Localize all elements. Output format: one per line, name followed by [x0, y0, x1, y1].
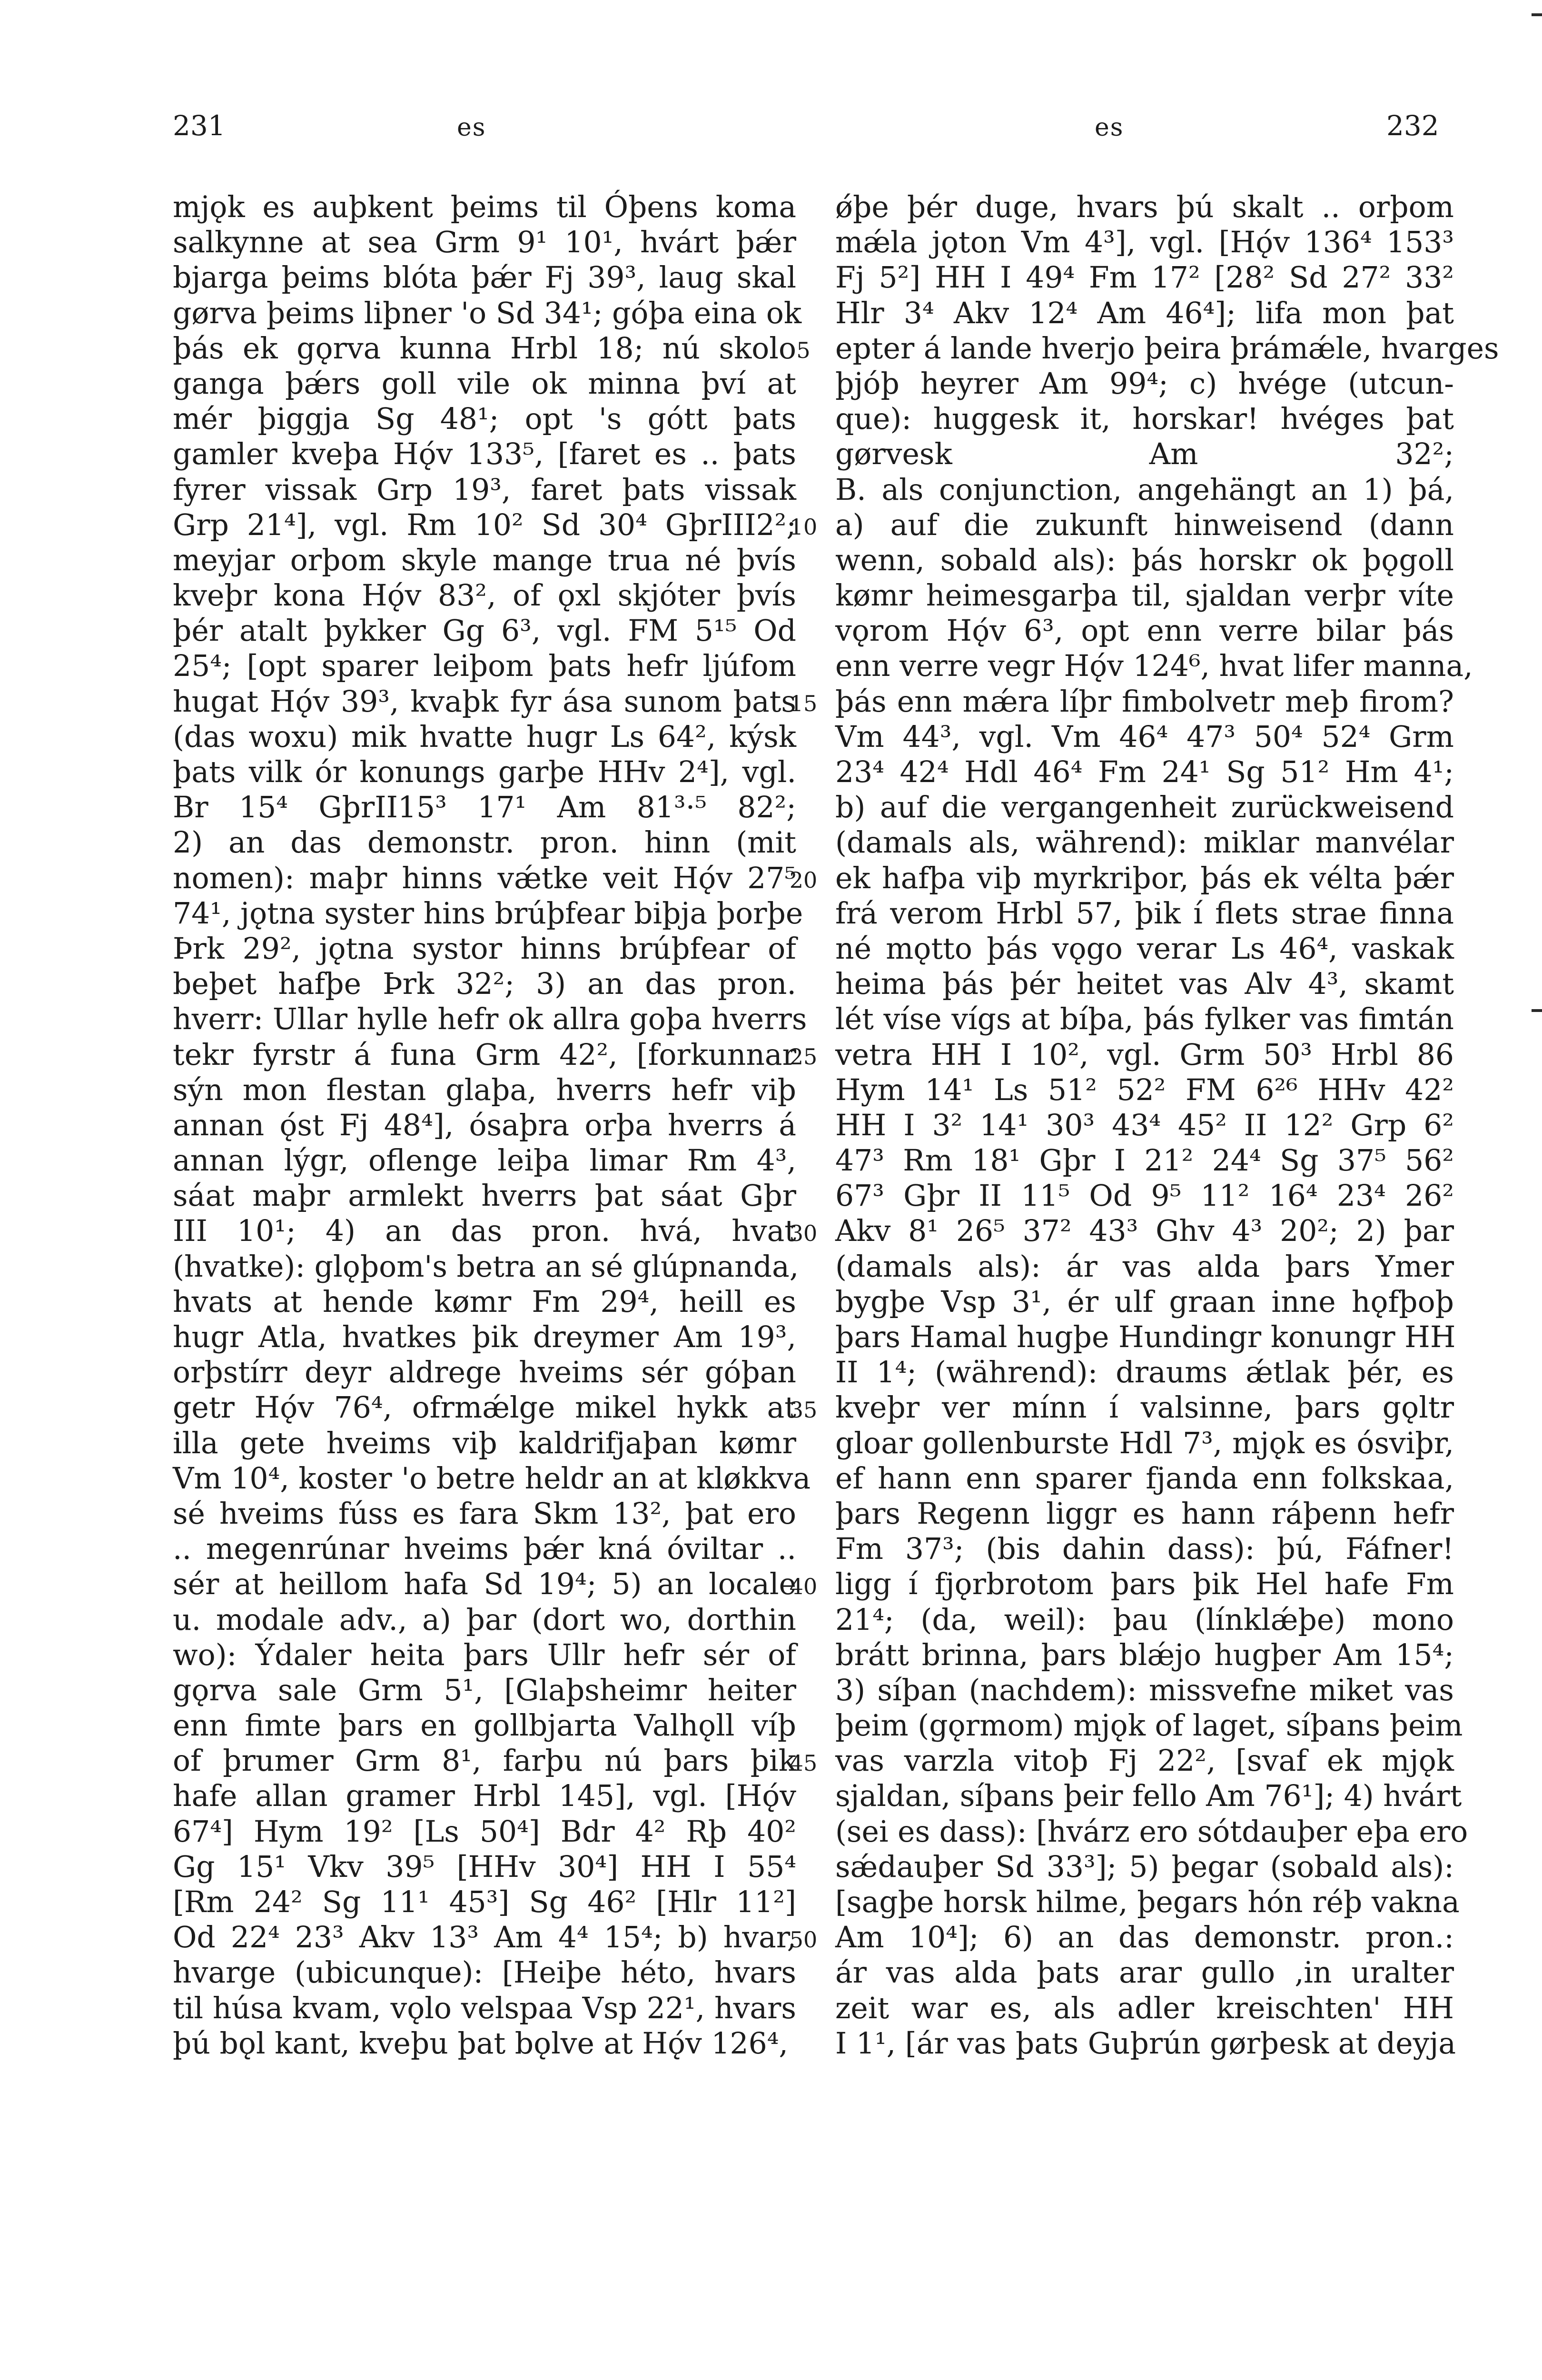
line-number: 45: [789, 1750, 818, 1776]
text-line: nomen): maþr hinns vǽtke veit Hǫ́v 27⁵: [173, 861, 796, 895]
text-line: meyjar orþom skyle mange trua né þvís: [173, 543, 796, 577]
text-line: gloar gollenburste Hdl 7³, mjǫk es ósviþr,: [835, 1426, 1454, 1460]
line-number: 50: [789, 1926, 818, 1953]
line-number: 15: [789, 690, 818, 716]
right-head-word: es: [1095, 113, 1124, 142]
text-line: sér at heillom hafa Sd 19⁴; 5) an locale: [173, 1567, 796, 1602]
text-line: bjarga þeims blóta þǽr Fj 39³, laug skal: [173, 260, 796, 295]
text-line: epter á lande hverjo þeira þrámǽle, hvarges: [835, 331, 1499, 366]
text-line: þars Regenn liggr es hann ráþenn hefr: [835, 1496, 1454, 1531]
edge-mark: [1532, 1009, 1542, 1012]
text-line: né mǫtto þás vǫgo verar Ls 46⁴, vaskak: [835, 931, 1454, 966]
text-line: wo): Ýdaler heita þars Ullr hefr sér of: [173, 1637, 796, 1672]
text-line: mér þiggja Sg 48¹; opt 's gótt þats: [173, 402, 796, 436]
text-line: gamler kveþa Hǫ́v 133⁵, [faret es .. þats: [173, 437, 796, 472]
text-line: Gg 15¹ Vkv 39⁵ [HHv 30⁴] HH I 55⁴: [173, 1849, 796, 1884]
text-line: þér atalt þykker Gg 6³, vgl. FM 5¹⁵ Od: [173, 614, 796, 648]
text-line: (das woxu) mik hvatte hugr Ls 64², kýsk: [173, 719, 796, 754]
text-line: b) auf die vergangenheit zurückweisend: [835, 790, 1454, 825]
text-line: ef hann enn sparer fjanda enn folkskaa,: [835, 1461, 1454, 1496]
text-line: fyrer vissak Grp 19³, faret þats vissak: [173, 472, 796, 507]
line-number: 10: [789, 514, 818, 540]
line-number: 40: [789, 1573, 818, 1599]
text-line: til húsa kvam, vǫlo velspaa Vsp 22¹, hvars: [173, 1991, 796, 2025]
text-line: þars Hamal hugþe Hundingr konungr HH: [835, 1320, 1456, 1354]
line-number: 35: [789, 1397, 818, 1423]
text-line: illa gete hveims viþ kaldrifjaþan kømr: [173, 1426, 796, 1460]
text-line: hugr Atla, hvatkes þik dreymer Am 19³,: [173, 1320, 796, 1354]
text-line: ǿþe þér duge, hvars þú skalt .. orþom: [835, 190, 1454, 224]
text-line: 2) an das demonstr. pron. hinn (mit: [173, 825, 796, 860]
text-line: zeit war es, als adler kreischten' HH: [835, 1991, 1454, 2025]
text-line: 23⁴ 42⁴ Hdl 46⁴ Fm 24¹ Sg 51² Hm 4¹;: [835, 755, 1454, 789]
text-line: sǽdauþer Sd 33³]; 5) þegar (sobald als):: [835, 1849, 1454, 1884]
text-line: hafe allan gramer Hrbl 145], vgl. [Hǫ́v: [173, 1779, 796, 1814]
text-line: Am 10⁴]; 6) an das demonstr. pron.:: [835, 1920, 1454, 1955]
text-line: kømr heimesgarþa til, sjaldan verþr víte: [835, 578, 1454, 613]
text-line: þú bǫl kant, kveþu þat bǫlve at Hǫ́v 126⁴,: [173, 2026, 788, 2061]
text-line: sjaldan, síþans þeir fello Am 76¹]; 4) hvárt: [835, 1779, 1462, 1814]
line-number: 5: [796, 337, 811, 363]
text-line: getr Hǫ́v 76⁴, ofrmǽlge mikel hykk at: [173, 1390, 796, 1425]
text-line: hugat Hǫ́v 39³, kvaþk fyr ása sunom þats: [173, 684, 796, 719]
text-line: (sei es dass): [hvárz ero sótdauþer eþa ero: [835, 1814, 1468, 1849]
text-line: (damals als, während): miklar manvélar: [835, 825, 1454, 860]
text-line: ek hafþa viþ myrkriþor, þás ek vélta þǽr: [835, 861, 1454, 895]
text-line: kveþr kona Hǫ́v 83², of ǫxl skjóter þvís: [173, 578, 796, 613]
text-line: 67³ Gþr II 11⁵ Od 9⁵ 11² 16⁴ 23⁴ 26²: [835, 1179, 1454, 1213]
text-line: sé hveims fúss es fara Skm 13², þat ero: [173, 1496, 796, 1531]
text-line: gørvesk Am 32²;: [835, 437, 1454, 472]
text-line: ligg í fjǫrbrotom þars þik Hel hafe Fm: [835, 1567, 1454, 1602]
text-line: ganga þǽrs goll vile ok minna því at: [173, 366, 796, 401]
text-line: hverr: Ullar hylle hefr ok allra goþa hverrs: [173, 1002, 807, 1037]
text-line: II 1⁴; (während): draums ǽtlak þér, es: [835, 1355, 1454, 1390]
text-line: Akv 8¹ 26⁵ 37² 43³ Ghv 4³ 20²; 2) þar: [835, 1214, 1454, 1249]
text-line: lét víse vígs at bíþa, þás fylker vas fimtán: [835, 1002, 1454, 1037]
text-line: 25⁴; [opt sparer leiþom þats hefr ljúfom: [173, 649, 796, 684]
text-line: (damals als): ár vas alda þars Ymer: [835, 1249, 1454, 1284]
text-line: hvats at hende kømr Fm 29⁴, heill es: [173, 1284, 796, 1319]
text-line: sýn mon flestan glaþa, hverrs hefr viþ: [173, 1072, 796, 1107]
text-line: vas varzla vitoþ Fj 22², [svaf ek mjǫk: [835, 1744, 1454, 1778]
text-line: gørva þeims liþner 'o Sd 34¹; góþa eina ok: [173, 296, 802, 330]
text-line: tekr fyrstr á funa Grm 42², [forkunnar: [173, 1037, 796, 1072]
text-line: a) auf die zukunft hinweisend (dann: [835, 507, 1454, 542]
left-head-word: es: [457, 113, 486, 142]
text-line: 21⁴; (da, weil): þau (línklǽþe) mono: [835, 1602, 1454, 1637]
text-line: gǫrva sale Grm 5¹, [Glaþsheimr heiter: [173, 1673, 796, 1707]
line-number: 30: [789, 1220, 818, 1246]
text-line: vetra HH I 10², vgl. Grm 50³ Hrbl 86: [835, 1037, 1454, 1072]
text-line: hvarge (ubicunque): [Heiþe héto, hvars: [173, 1955, 796, 1990]
text-line: þeim (gǫrmom) mjǫk of laget, síþans þeim: [835, 1708, 1463, 1743]
text-line: of þrumer Grm 8¹, farþu nú þars þik: [173, 1744, 796, 1778]
text-line: Hym 14¹ Ls 51² 52² FM 6²⁶ HHv 42²: [835, 1072, 1454, 1107]
text-line: [Rm 24² Sg 11¹ 45³] Sg 46² [Hlr 11²]: [173, 1885, 796, 1919]
text-line: annan lýgr, oflenge leiþa limar Rm 4³,: [173, 1143, 796, 1178]
text-line: þás ek gǫrva kunna Hrbl 18; nú skolo: [173, 331, 796, 366]
text-line: Br 15⁴ GþrII15³ 17¹ Am 81³·⁵ 82²;: [173, 790, 796, 825]
text-line: þats vilk ór konungs garþe HHv 2⁴], vgl.: [173, 755, 796, 789]
line-number: 25: [789, 1043, 818, 1070]
text-line: Grp 21⁴], vgl. Rm 10² Sd 30⁴ GþrIII2²;: [173, 507, 796, 542]
text-line: heima þás þér heitet vas Alv 4³, skamt: [835, 967, 1454, 1002]
text-line: þás enn mǽra líþr fimbolvetr meþ firom?: [835, 684, 1454, 719]
text-line: annan ǫ́st Fj 48⁴], ósaþra orþa hverrs á: [173, 1108, 796, 1142]
text-line: III 10¹; 4) an das pron. hvá, hvat: [173, 1214, 796, 1249]
edge-mark: [1532, 13, 1542, 16]
text-line: Vm 10⁴, koster 'o betre heldr an at kløkkva: [173, 1461, 811, 1496]
text-line: bygþe Vsp 3¹, ér ulf graan inne hǫfþoþ: [835, 1284, 1454, 1319]
right-page-number: 232: [1386, 109, 1439, 142]
text-line: wenn, sobald als): þás horskr ok þǫgoll: [835, 543, 1454, 577]
text-line: enn verre vegr Hǫ́v 124⁶, hvat lifer manna,: [835, 649, 1473, 684]
text-line: (hvatke): glǫþom's betra an sé glúpnanda,: [173, 1249, 799, 1284]
text-line: Vm 44³, vgl. Vm 46⁴ 47³ 50⁴ 52⁴ Grm: [835, 719, 1454, 754]
right-column: [835, 189, 1499, 2061]
text-line: sáat maþr armlekt hverrs þat sáat Gþr: [173, 1179, 796, 1213]
left-page-number: 231: [173, 109, 226, 142]
text-line: enn fimte þars en gollbjarta Valhǫll víþ: [173, 1708, 796, 1743]
text-line: ár vas alda þats arar gullo ‚in uralter: [835, 1955, 1454, 1990]
text-line: Od 22⁴ 23³ Akv 13³ Am 4⁴ 15⁴; b) hvar,: [173, 1920, 796, 1955]
text-line: Fm 37³; (bis dahin dass): þú, Fáfner!: [835, 1532, 1454, 1567]
text-line: beþet hafþe Þrk 32²; 3) an das pron.: [173, 967, 796, 1002]
text-line: u. modale adv., a) þar (dort wo, dorthin: [173, 1602, 796, 1637]
text-line: þjóþ heyrer Am 99⁴; c) hvége (utcun-: [835, 366, 1454, 401]
text-line: .. megenrúnar hveims þǽr kná óviltar ..: [173, 1532, 796, 1567]
text-line: Fj 5²] HH I 49⁴ Fm 17² [28² Sd 27² 33²: [835, 260, 1454, 295]
text-line: 74¹, jǫtna syster hins brúþfear biþja þorþe: [173, 896, 803, 931]
text-line: kveþr ver mínn í valsinne, þars gǫltr: [835, 1390, 1454, 1425]
text-line: 67⁴] Hym 19² [Ls 50⁴] Bdr 4² Rþ 40²: [173, 1814, 796, 1849]
text-line: Hlr 3⁴ Akv 12⁴ Am 46⁴]; lifa mon þat: [835, 296, 1454, 330]
line-number: 20: [789, 867, 818, 893]
text-line: frá verom Hrbl 57, þik í flets strae finna: [835, 896, 1454, 931]
text-line: HH I 3² 14¹ 30³ 43⁴ 45² II 12² Grp 6²: [835, 1108, 1454, 1142]
text-line: Þrk 29², jǫtna systor hinns brúþfear of: [173, 931, 796, 966]
text-line: vǫrom Hǫ́v 6³, opt enn verre bilar þás: [835, 614, 1454, 648]
text-line: salkynne at sea Grm 9¹ 10¹, hvárt þǽr: [173, 225, 796, 260]
text-line: [sagþe horsk hilme, þegars hón réþ vakna: [835, 1885, 1460, 1919]
text-line: 3) síþan (nachdem): missvefne miket vas: [835, 1673, 1454, 1707]
text-line: que): huggesk it, horskar! hvéges þat: [835, 402, 1454, 436]
text-line: 47³ Rm 18¹ Gþr I 21² 24⁴ Sg 37⁵ 56²: [835, 1143, 1454, 1178]
text-line: mjǫk es auþkent þeims til Óþens koma: [173, 190, 796, 224]
text-line: I 1¹, [ár vas þats Guþrún gørþesk at deyja: [835, 2026, 1456, 2061]
text-line: brátt brinna, þars blǽjo hugþer Am 15⁴;: [835, 1637, 1454, 1672]
text-line: B. als conjunction, angehängt an 1) þá,: [835, 472, 1454, 507]
text-line: mǽla jǫton Vm 4³], vgl. [Hǫ́v 136⁴ 153³: [835, 225, 1454, 260]
text-line: orþstírr deyr aldrege hveims sér góþan: [173, 1355, 796, 1390]
